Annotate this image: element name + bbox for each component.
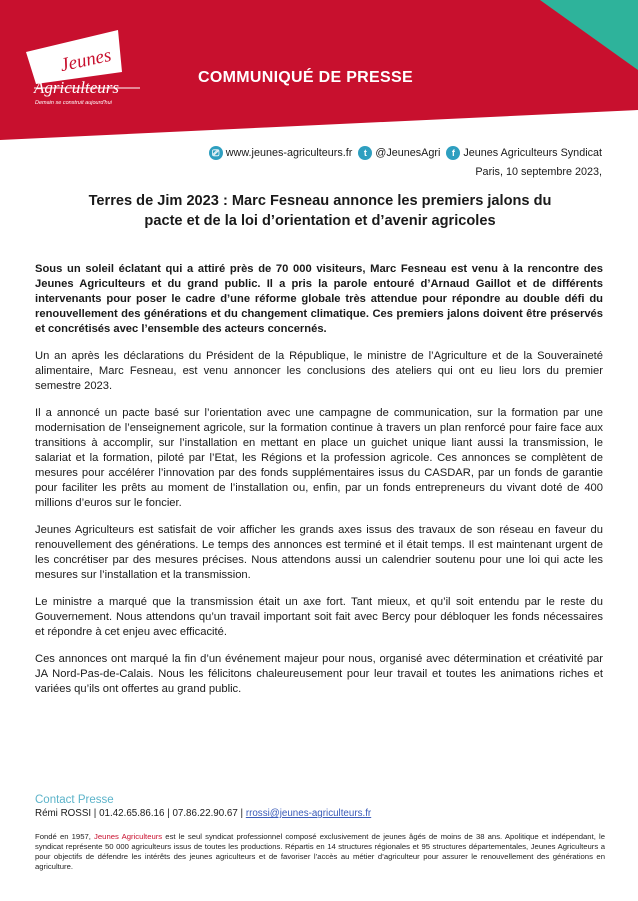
press-release-heading: COMMUNIQUÉ DE PRESSE [198,69,413,86]
logo-tagline: Demain se construit aujourd'hui [35,100,112,106]
twitter-link[interactable] [358,146,440,160]
document-title [40,191,600,231]
contact-links [209,146,602,160]
footer-about [35,832,605,872]
paragraph: Un an après les déclarations du Président de la République, le ministre de l’Agriculture et de la Souveraineté alimentaire, Marc Fesneau, est venu annoncer les conclusions des ateliers qui ont eu lieu lors du premier semestre 2023. [35,349,603,393]
press-contact-title: Contact Presse [35,794,114,806]
paragraph: Il a annoncé un pacte basé sur l’orientation avec une campagne de communication, sur la formation par une modernisation de l’enseignement agricole, sur la formation continue à travers un plan renforcé pour faire face aux transitions à accomplir, sur l’installation en mettant en place un guichet unique liant aussi la transmission, le salariat et la formation, piloté par l’Etat, les Régions et la profession agricole. Ces annonces se complètent de mesures pour accélérer l’innovation par des fonds supplémentaires issus du CASDAR, par un fonds de garantie pour faciliter les prêts au moment de l’installation ou, enfin, par un fonds entrepreneurs du vivant doté de 400 millions d’euros sur le foncier. [35,406,603,510]
press-contact-details: Rémi ROSSI | 01.42.65.86.16 | 07.86.22.90.67 | rrossi@jeunes-agriculteurs.fr [35,808,372,819]
paragraph: Ces annonces ont marqué la fin d’un événement majeur pour nous, organisé avec détermination et créativité par JA Nord-Pas-de-Calais. Nous les félicitons chaleureusement pour leur travail et toutes les animations riches et variées qu’ils ont offertes au grand public. [35,652,603,695]
twitter-text: @JeunesAgri [375,147,441,159]
footer-text-rest: est le seul syndicat professionnel composé exclusivement de jeunes âgés de moins de 38 ans. Apolitique et indépendant, le syndicat représente 50 000 agriculteurs issus de toutes les productions. Répartis en 14 structures régionales et 95 structures départementales, Jeunes Agriculteurs a pour objectifs de défendre les intérêts des jeunes agriculteurs et de favoriser l’accès au métier d’agriculteur pour assurer le renouvellement des générations en agriculture. [35,832,605,871]
web-icon: ⎚ [209,146,223,160]
contact-name: Rémi ROSSI [35,808,92,819]
logo-jeunes: Jeunes [58,44,114,77]
article-body [35,262,603,708]
title-line-2: pacte et de la loi d’orientation et d’avenir agricoles [144,213,496,229]
release-date: Paris, 10 septembre 2023, [475,166,602,178]
footer-text-start: Fondé en 1957, [35,832,95,841]
title-line-1: Terres de Jim 2023 : Marc Fesneau annonce les premiers jalons du [88,193,552,209]
facebook-icon: f [446,146,460,160]
footer-brand: Jeunes Agriculteurs [94,832,163,841]
contact-email-link[interactable]: rrossi@jeunes-agriculteurs.fr [245,808,372,819]
paragraph: Jeunes Agriculteurs est satisfait de voir afficher les grands axes issus des travaux de son réseau en faveur du renouvellement des générations. Le temps des annonces est terminé et il était temps. Il est maintenant urgent de les concrétiser par des mesures précises. Nous attendons aussi un calendrier soutenu pour une loi qui acte les mesures sur l’installation et la transmission. [35,523,603,582]
paragraph: Le ministre a marqué que la transmission était un axe fort. Tant mieux, et qu’il soit entendu par le reste du Gouvernement. Nous attendons qu’un travail important soit fait avec Bercy pour débloquer les fonds nécessaires et répondre à cet enjeu avec efficacité. [35,595,603,638]
facebook-text: Jeunes Agriculteurs Syndicat [463,147,602,159]
website-text: www.jeunes-agriculteurs.fr [225,147,353,159]
logo-agriculteurs: Agriculteurs [34,78,119,97]
header-banner [0,0,638,140]
twitter-icon: t [358,146,372,160]
contact-phones: 01.42.65.86.16 | 07.86.22.90.67 [99,808,238,819]
facebook-link[interactable] [446,146,602,160]
website-link[interactable] [209,146,353,160]
lead-paragraph: Sous un soleil éclatant qui a attiré près de 70 000 visiteurs, Marc Fesneau est venu à la rencontre des Jeunes Agriculteurs et du grand public. Il a pris la parole entouré d’Arnaud Gaillot et de différents intervenants pour poser le cadre d’une réforme globale très attendue pour répondre au double défi du renouvellement des générations et du changement climatique. Ces premiers jalons doivent être préservés et concrétisés avec l’ensemble des acteurs concernés. [35,263,603,336]
press-contact [35,794,371,819]
